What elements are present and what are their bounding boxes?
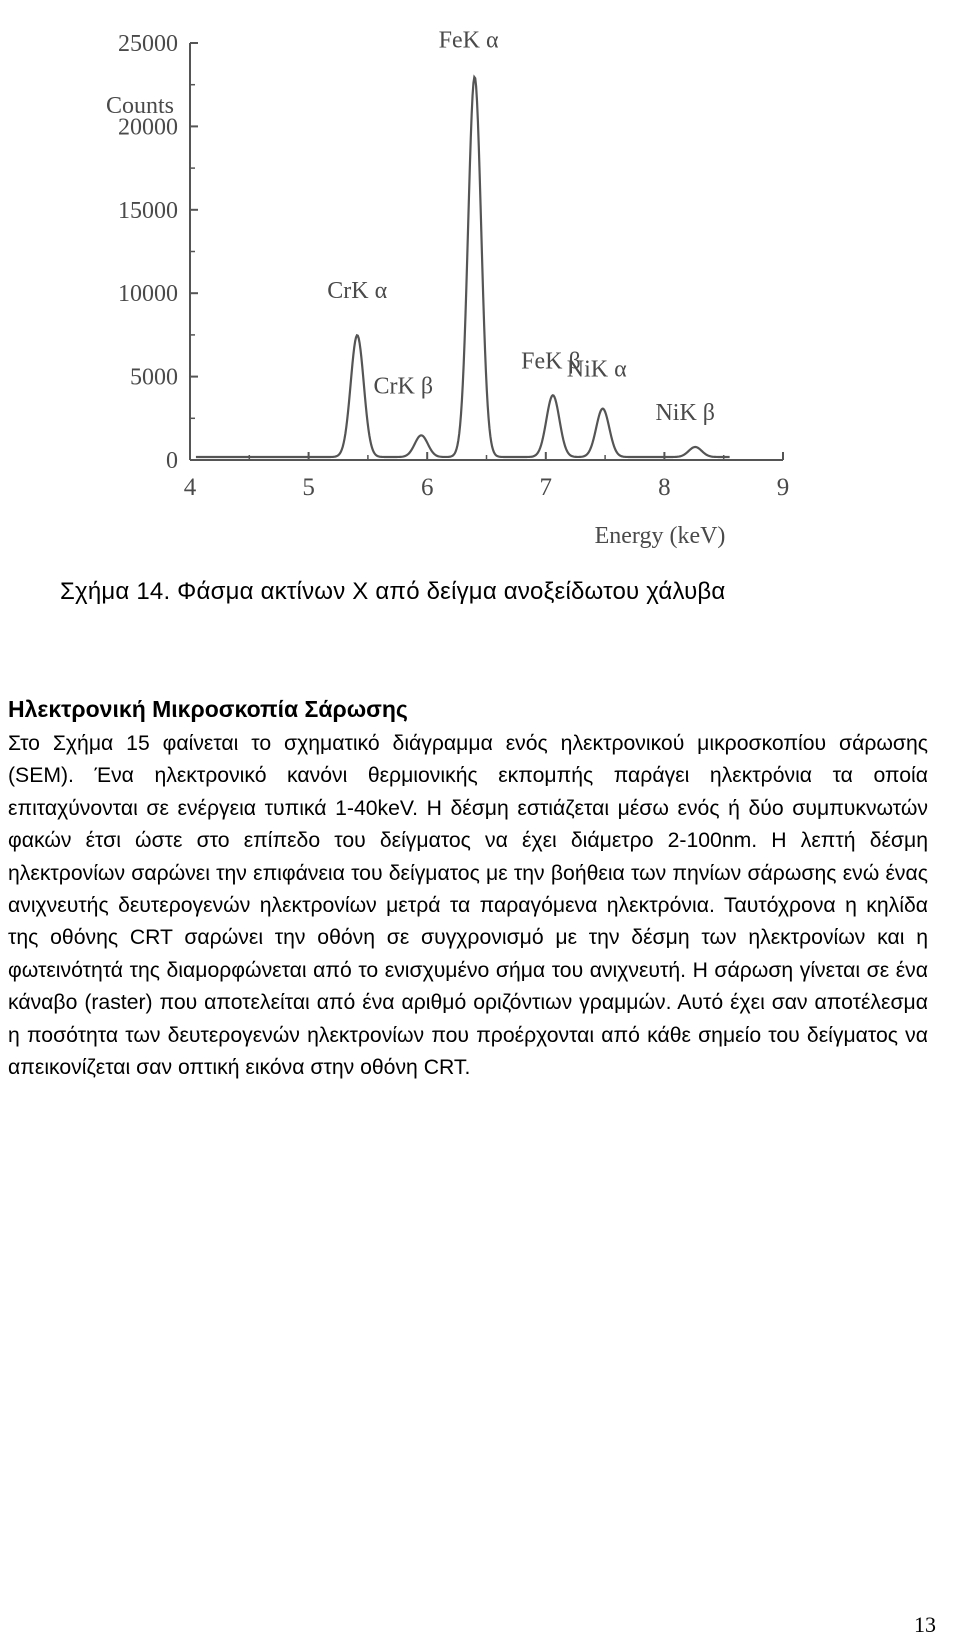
x-axis-label: Energy (keV) xyxy=(594,523,726,549)
peak-label: FeK β xyxy=(521,348,581,375)
y-tick-label: 15000 xyxy=(118,197,178,224)
x-tick-label: 9 xyxy=(776,474,790,501)
x-tick-label: 6 xyxy=(420,474,434,501)
y-tick-label: 20000 xyxy=(118,114,178,141)
peak-label: CrK α xyxy=(327,278,388,305)
x-tick-label: 4 xyxy=(183,474,197,501)
y-axis-label: Counts xyxy=(105,93,174,119)
section-heading: Ηλεκτρονική Μικροσκοπία Σάρωσης xyxy=(8,696,408,722)
spectrum-line xyxy=(196,77,730,457)
peak-label: NiK β xyxy=(655,399,716,426)
x-tick-label: 8 xyxy=(658,474,671,501)
x-tick-label: 7 xyxy=(539,474,553,501)
peak-label: CrK β xyxy=(373,373,434,400)
y-tick-label: 10000 xyxy=(118,281,178,308)
y-tick-label: 25000 xyxy=(118,31,178,57)
body-paragraph: Στο Σχήμα 15 φαίνεται το σχηματικό διάγραμμα ενός ηλεκτρονικού μικροσκοπίου σάρωσης (SEM). Ένα ηλεκτρονικό κανόνι θερμιονικής εκπομπής παράγει ηλεκτρόνια τα οποία επιταχύνονται σε ενέργεια τυπικά 1-40keV. Η δέσμη εστιάζεται μέσω ενός ή δύο συμπυκνωτών φακών έτσι ώστε στο επίπεδο του δείγματος να έχει διάμετρο 2-100nm. Η λεπτή δέσμη ηλεκτρονίων σαρώνει την επιφάνεια του δείγματος με την βοήθεια των πηνίων σάρωσης ενώ ένας ανιχνευτής δευτερογενών ηλεκτρονίων μετρά τα παραγόμενα ηλεκτρόνια. Ταυτόχρονα η κηλίδα της οθόνης CRT σαρώνει την οθόνη σε συγχρονισμό με την δέσμη των ηλεκτρονίων και η φωτεινότητά της διαμορφώνεται από το ενισχυμένο σήμα του ανιχνευτή. Η σάρωση γίνεται σε ένα κάναβο (raster) που αποτελείται από ένα αριθμό οριζόντιων γραμμών. Αυτό έχει σαν αποτέλεσμα η ποσότητα των δευτερογενών ηλεκτρονίων που προέρχονται από κάθε σημείο του δείγματος να απεικονίζεται σαν οπτική εικόνα στην οθόνη CRT. xyxy=(8,732,928,1080)
page-number: 13 xyxy=(914,1612,936,1637)
y-tick-label: 5000 xyxy=(130,364,178,391)
peak-labels xyxy=(327,28,715,426)
x-tick-label: 5 xyxy=(302,474,315,501)
y-tick-label: 0 xyxy=(166,448,178,474)
figure-caption: Σχήμα 14. Φάσμα ακτίνων Χ από δείγμα ανοξείδωτου χάλυβα xyxy=(60,578,726,605)
peak-label: FeK α xyxy=(438,27,499,54)
xray-spectrum-chart xyxy=(80,20,840,560)
peak-label: NiK α xyxy=(566,356,627,383)
